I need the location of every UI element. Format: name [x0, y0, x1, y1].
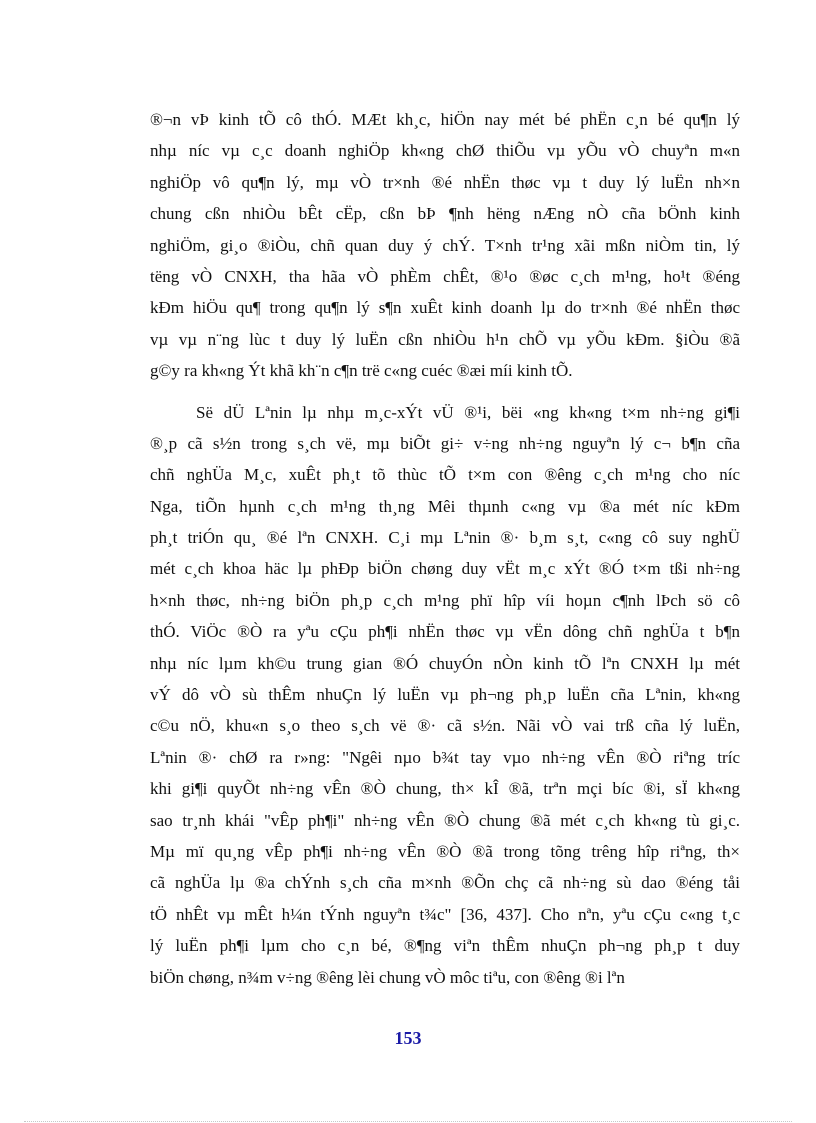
- page-number: 153: [394, 1028, 422, 1048]
- text-line: Nga, tiÕn hµnh c¸ch m¹ng th¸ng Mêi thµnh c«ng vµ ®a mét níc kÐm: [150, 496, 740, 516]
- paragraph: [150, 104, 740, 387]
- text-line: chung cßn nhiÒu bÊt cËp, cßn bÞ ¶nh hëng nÆng nÒ cña bÖnh kinh: [150, 204, 740, 224]
- text-line: kÐm hiÖu qu¶ trong qu¶n lý s¶n xuÊt kinh doanh lµ do tr×nh ®é nhËn thøc: [150, 298, 740, 318]
- text-line: nhµ níc vµ c¸c doanh nghiÖp kh«ng chØ thiÕu vµ yÕu vÒ chuyªn m«n: [150, 141, 740, 161]
- text-line: thÓ. ViÖc ®Ò ra yªu cÇu ph¶i nhËn thøc vµ vËn dông chñ nghÜa t b¶n: [150, 622, 740, 642]
- text-line: Mµ mï qu¸ng vÊp ph¶i nh÷ng vÊn ®Ò ®ã trong tõng trêng hîp riªng, th×: [150, 841, 740, 861]
- text-line: tÖ nhÊt vµ mÊt h¼n tÝnh nguyªn t¾c" [36, 437]. Cho nªn, yªu cÇu c«ng t¸c: [150, 904, 740, 924]
- body-text: [150, 104, 740, 993]
- page-bottom-divider: [24, 1121, 792, 1122]
- text-line: ®¬n vÞ kinh tÕ cô thÓ. MÆt kh¸c, hiÖn nay mét bé phËn c¸n bé qu¶n lý: [150, 110, 740, 129]
- paragraph: [150, 397, 740, 993]
- text-line: vµ vµ n¨ng lùc t duy lý luËn cßn nhiÒu h¹n chÕ vµ yÕu kÐm. §iÒu ®ã: [150, 329, 740, 349]
- text-line: Lªnin ®· chØ ra r»ng: "Ngêi nµo b¾t tay vµo nh÷ng vÊn ®Ò riªng tríc: [150, 747, 740, 767]
- text-line: nhµ níc lµm kh©u trung gian ®Ó chuyÓn nÒn kinh tÕ lªn CNXH lµ mét: [150, 653, 740, 673]
- text-line: cã nghÜa lµ ®a chÝnh s¸ch cña m×nh ®Õn chç cã nh÷ng sù dao ®éng tåi: [150, 873, 740, 893]
- text-line: sao tr¸nh khái "vÊp ph¶i" nh÷ng vÊn ®Ò chung ®ã mét c¸ch kh«ng tù gi¸c.: [150, 810, 740, 830]
- text-line: Së dÜ Lªnin lµ nhµ m¸c-xÝt vÜ ®¹i, bëi «ng kh«ng t×m nh÷ng gi¶i: [196, 402, 740, 422]
- text-line: chñ nghÜa M¸c, xuÊt ph¸t tõ thùc tÕ t×m con ®êng c¸ch m¹ng cho níc: [150, 465, 740, 485]
- text-line: mét c¸ch khoa häc lµ phÐp biÖn chøng duy vËt m¸c xÝt ®Ó t×m tßi nh÷ng: [150, 559, 740, 579]
- text-line: nghiÖp vô qu¶n lý, mµ vÒ tr×nh ®é nhËn thøc vµ t duy lý luËn nh×n: [150, 172, 740, 192]
- text-line: nghiÖm, gi¸o ®iÒu, chñ quan duy ý chÝ. T×nh tr¹ng xãi mßn niÒm tin, lý: [150, 235, 740, 255]
- text-line: h×nh thøc, nh÷ng biÖn ph¸p c¸ch m¹ng phï hîp víi hoµn c¶nh lÞch sö cô: [150, 590, 740, 610]
- text-line: ®¸p cã s½n trong s¸ch vë, mµ biÕt gi÷ v÷ng nh÷ng nguyªn lý c¬ b¶n cña: [150, 433, 740, 453]
- text-line: ph¸t triÓn qu¸ ®é lªn CNXH. C¸i mµ Lªnin ®· b¸m s¸t, c«ng cô suy nghÜ: [150, 528, 740, 548]
- text-line: g©y ra kh«ng Ýt khã kh¨n c¶n trë c«ng cuéc ®æi míi kinh tÕ.: [150, 361, 573, 381]
- text-line: c©u nÖ, khu«n s¸o theo s¸ch vë ®· cã s½n. Nãi vÒ vai trß cña lý luËn,: [150, 716, 740, 736]
- text-line: biÖn chøng, n¾m v÷ng ®êng lèi chung vÒ môc tiªu, con ®êng ®i lªn: [150, 967, 625, 987]
- text-line: vÝ dô vÒ sù thÊm nhuÇn lý luËn vµ ph¬ng ph¸p luËn cña Lªnin, kh«ng: [150, 685, 740, 705]
- text-line: tëng vÒ CNXH, tha hãa vÒ phÈm chÊt, ®¹o ®øc c¸ch m¹ng, ho¹t ®éng: [150, 266, 740, 286]
- text-line: khi gi¶i quyÕt nh÷ng vÊn ®Ò chung, th× kÎ ®ã, trªn mçi bíc ®i, sÏ kh«ng: [150, 779, 740, 799]
- text-line: lý luËn ph¶i lµm cho c¸n bé, ®¶ng viªn thÊm nhuÇn ph¬ng ph¸p t duy: [150, 936, 740, 956]
